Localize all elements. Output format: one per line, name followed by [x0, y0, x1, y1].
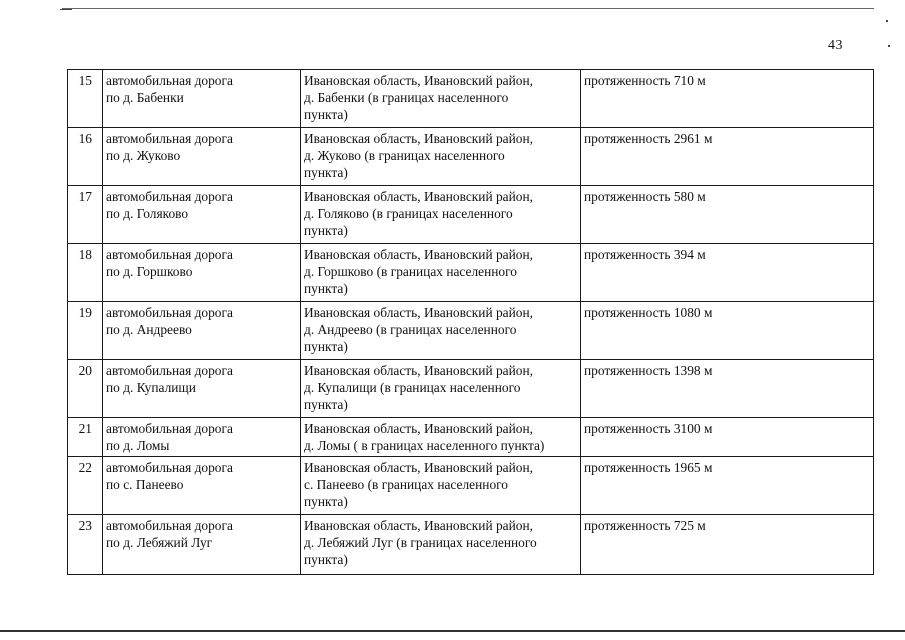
road-location-line: д. Андреево (в границах населенного — [304, 322, 517, 337]
road-location-line: пункта) — [304, 165, 348, 180]
road-location-line: д. Горшково (в границах населенного — [304, 264, 517, 279]
road-location-line: Ивановская область, Ивановский район, — [304, 460, 533, 475]
road-location-line: Ивановская область, Ивановский район, — [304, 305, 533, 320]
road-location-cell — [301, 186, 581, 244]
scan-artifact-mark — [886, 20, 888, 22]
road-name-cell — [103, 457, 301, 515]
row-number-cell — [68, 244, 103, 302]
road-name-line: по д. Бабенки — [106, 90, 184, 105]
row-number-cell — [68, 457, 103, 515]
road-location-line: д. Ломы ( в границах населенного пункта) — [304, 438, 545, 453]
road-length-cell — [581, 128, 874, 186]
road-length-cell — [581, 70, 874, 128]
bottom-rule — [0, 630, 905, 632]
road-name-cell — [103, 70, 301, 128]
row-number: 16 — [78, 131, 92, 146]
road-name-line: по д. Голяково — [106, 206, 189, 221]
road-name-line: автомобильная дорога — [106, 421, 233, 436]
road-name-line: по д. Андреево — [106, 322, 192, 337]
row-number-cell — [68, 302, 103, 360]
road-length-cell — [581, 244, 874, 302]
table-row — [68, 244, 874, 302]
road-location-line: Ивановская область, Ивановский район, — [304, 73, 533, 88]
road-location-cell — [301, 244, 581, 302]
row-number-cell — [68, 128, 103, 186]
road-length: протяженность 725 м — [584, 518, 706, 533]
row-number: 18 — [78, 247, 92, 262]
road-location-line: пункта) — [304, 223, 348, 238]
roads-table — [67, 69, 874, 575]
road-location-line: пункта) — [304, 339, 348, 354]
road-location-line: д. Жуково (в границах населенного — [304, 148, 505, 163]
row-number: 15 — [78, 73, 92, 88]
table-row — [68, 515, 874, 575]
road-name-line: по д. Лебяжий Луг — [106, 535, 213, 550]
road-location-line: д. Бабенки (в границах населенного — [304, 90, 509, 105]
road-name-line: по с. Панеево — [106, 477, 184, 492]
road-name-cell — [103, 302, 301, 360]
road-length-cell — [581, 457, 874, 515]
row-number-cell — [68, 186, 103, 244]
road-name-cell — [103, 418, 301, 457]
top-rule — [62, 8, 874, 9]
row-number-cell — [68, 70, 103, 128]
road-length-cell — [581, 302, 874, 360]
road-location-cell — [301, 128, 581, 186]
road-length-cell — [581, 418, 874, 457]
road-location-cell — [301, 70, 581, 128]
scan-artifact-dot — [888, 45, 890, 47]
road-location-cell — [301, 302, 581, 360]
roads-table-body — [68, 70, 874, 575]
table-row — [68, 70, 874, 128]
table-row — [68, 186, 874, 244]
road-name-line: автомобильная дорога — [106, 131, 233, 146]
road-length: протяженность 1398 м — [584, 363, 713, 378]
road-location-line: пункта) — [304, 494, 348, 509]
road-length-cell — [581, 360, 874, 418]
table-row — [68, 457, 874, 515]
road-location-line: Ивановская область, Ивановский район, — [304, 363, 533, 378]
row-number: 19 — [78, 305, 92, 320]
page-number: 43 — [828, 38, 843, 53]
row-number: 17 — [78, 189, 92, 204]
road-name-line: автомобильная дорога — [106, 73, 233, 88]
road-length: протяженность 394 м — [584, 247, 706, 262]
road-location-line: пункта) — [304, 107, 348, 122]
road-location-cell — [301, 418, 581, 457]
row-number: 20 — [78, 363, 92, 378]
row-number-cell — [68, 360, 103, 418]
road-name-line: автомобильная дорога — [106, 247, 233, 262]
road-location-line: д. Голяково (в границах населенного — [304, 206, 513, 221]
road-name-line: автомобильная дорога — [106, 460, 233, 475]
table-row — [68, 128, 874, 186]
road-location-cell — [301, 360, 581, 418]
road-location-line: пункта) — [304, 397, 348, 412]
road-location-line: пункта) — [304, 281, 348, 296]
road-name-cell — [103, 128, 301, 186]
road-location-line: Ивановская область, Ивановский район, — [304, 189, 533, 204]
road-location-line: д. Купалищи (в границах населенного — [304, 380, 521, 395]
road-name-cell — [103, 186, 301, 244]
road-location-line: пункта) — [304, 552, 348, 567]
road-length: протяженность 2961 м — [584, 131, 713, 146]
road-name-cell — [103, 244, 301, 302]
row-number-cell — [68, 418, 103, 457]
road-name-line: автомобильная дорога — [106, 363, 233, 378]
table-row — [68, 418, 874, 457]
road-name-line: автомобильная дорога — [106, 189, 233, 204]
road-length: протяженность 3100 м — [584, 421, 713, 436]
road-name-line: автомобильная дорога — [106, 305, 233, 320]
table-row — [68, 360, 874, 418]
road-location-cell — [301, 515, 581, 575]
road-location-line: с. Панеево (в границах населенного — [304, 477, 508, 492]
road-name-line: автомобильная дорога — [106, 518, 233, 533]
road-location-line: Ивановская область, Ивановский район, — [304, 247, 533, 262]
scan-artifact-line — [60, 9, 72, 10]
road-location-line: Ивановская область, Ивановский район, — [304, 421, 533, 436]
road-name-line: по д. Горшково — [106, 264, 193, 279]
road-name-line: по д. Жуково — [106, 148, 181, 163]
road-location-line: Ивановская область, Ивановский район, — [304, 131, 533, 146]
road-location-cell — [301, 457, 581, 515]
road-name-cell — [103, 360, 301, 418]
road-name-line: по д. Купалищи — [106, 380, 196, 395]
road-name-line: по д. Ломы — [106, 438, 170, 453]
road-length-cell — [581, 186, 874, 244]
road-length: протяженность 710 м — [584, 73, 706, 88]
road-location-line: д. Лебяжий Луг (в границах населенного — [304, 535, 537, 550]
road-location-line: Ивановская область, Ивановский район, — [304, 518, 533, 533]
road-length: протяженность 1965 м — [584, 460, 713, 475]
row-number-cell — [68, 515, 103, 575]
row-number: 23 — [78, 518, 92, 533]
road-name-cell — [103, 515, 301, 575]
row-number: 22 — [78, 460, 92, 475]
row-number: 21 — [78, 421, 92, 436]
table-row — [68, 302, 874, 360]
road-length: протяженность 1080 м — [584, 305, 713, 320]
road-length: протяженность 580 м — [584, 189, 706, 204]
road-length-cell — [581, 515, 874, 575]
